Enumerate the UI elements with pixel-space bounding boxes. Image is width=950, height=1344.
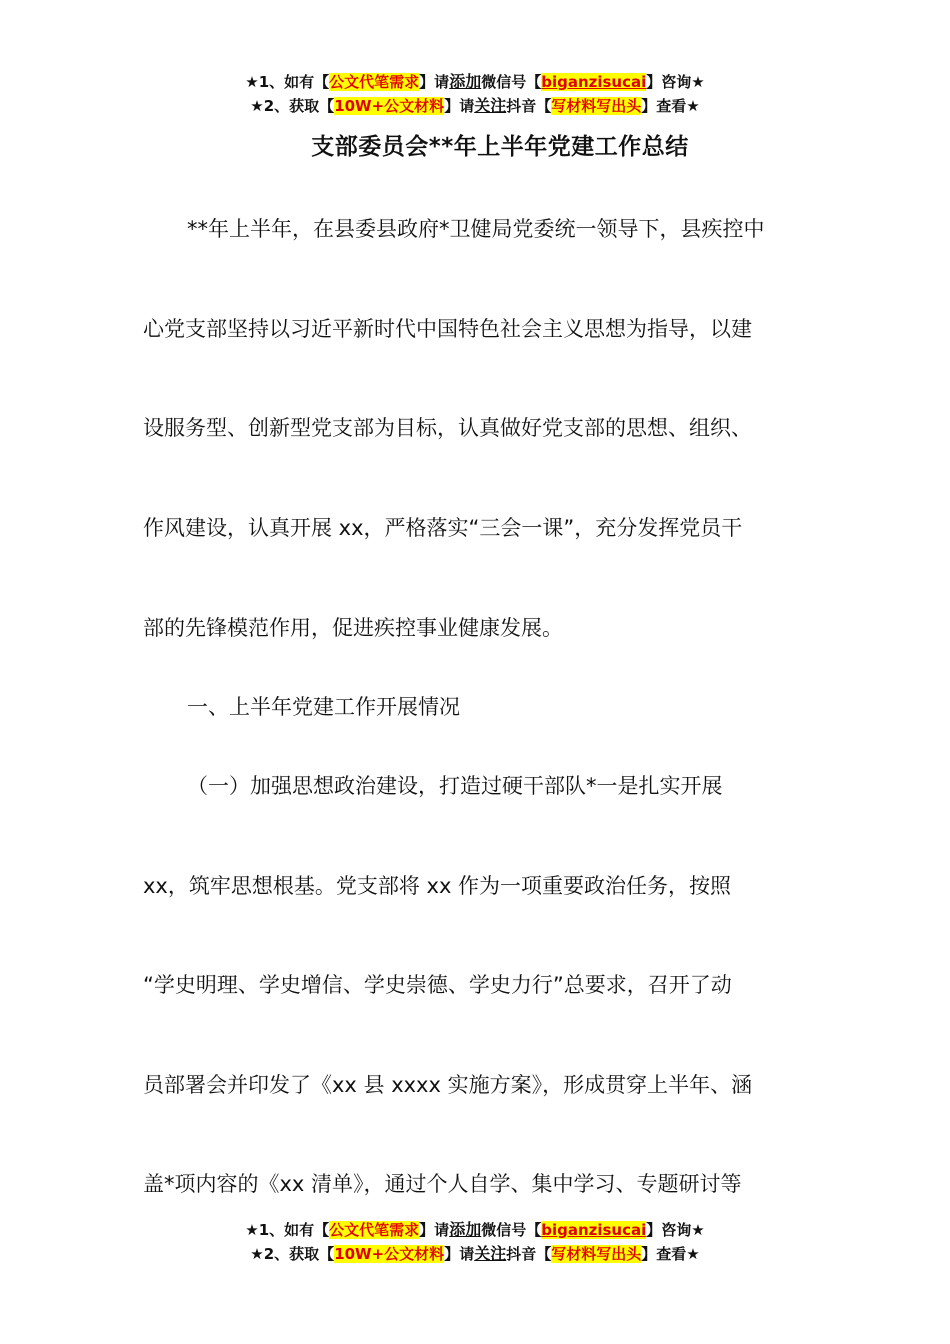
- banner-text: 抖音【: [506, 1245, 552, 1263]
- paragraph-line: xx，筑牢思想根基。党支部将 xx 作为一项重要政治任务，按照: [143, 874, 732, 898]
- banner-underlined-text: 关注: [474, 1244, 507, 1263]
- banner-highlight: 公文代笔需求: [329, 1221, 420, 1239]
- banner-text: 】咨询★: [646, 73, 705, 91]
- banner-text: 】查看★: [641, 97, 700, 115]
- banner-text: 】请: [419, 73, 450, 91]
- bottom-banner: [0, 1218, 950, 1266]
- banner-text: ★2、获取【: [250, 97, 335, 115]
- banner-highlight: 公文代笔需求: [329, 73, 420, 91]
- banner-highlight: 10W+公文材料: [334, 1245, 445, 1263]
- section-heading: 一、上半年党建工作开展情况: [187, 695, 460, 719]
- banner-text: 】查看★: [641, 1245, 700, 1263]
- paragraph-line: 盖*项内容的《xx 清单》，通过个人自学、集中学习、专题研讨等: [143, 1172, 742, 1196]
- banner-underlined-text: 添加: [449, 72, 482, 91]
- banner-underlined-text: 添加: [449, 1220, 482, 1239]
- banner-text: 微信号【: [481, 1221, 542, 1239]
- paragraph-line: 部的先锋模范作用，促进疾控事业健康发展。: [143, 616, 563, 640]
- wechat-id-highlight: biganzisucai: [541, 1221, 647, 1239]
- banner-highlight: 10W+公文材料: [334, 97, 445, 115]
- banner-line-1: [0, 70, 950, 94]
- paragraph-line: 心党支部坚持以习近平新时代中国特色社会主义思想为指导，以建: [143, 317, 752, 341]
- paragraph-line: “学史明理、学史增信、学史崇德、学史力行”总要求，召开了动: [143, 973, 732, 997]
- subsection-heading: （一）加强思想政治建设，打造过硬干部队*一是扎实开展: [187, 774, 723, 798]
- banner-text: 】请: [419, 1221, 450, 1239]
- top-banner: [0, 70, 950, 118]
- banner-line-1: [0, 1218, 950, 1242]
- paragraph-line: 设服务型、创新型党支部为目标，认真做好党支部的思想、组织、: [143, 416, 752, 440]
- banner-text: 】请: [444, 97, 475, 115]
- wechat-id-highlight: biganzisucai: [541, 73, 647, 91]
- paragraph-line: **年上半年，在县委县政府*卫健局党委统一领导下，县疾控中: [187, 217, 765, 241]
- douyin-id-highlight: 写材料写出头: [551, 97, 642, 115]
- banner-text: ★1、如有【: [245, 1221, 330, 1239]
- banner-text: ★2、获取【: [250, 1245, 335, 1263]
- banner-text: 】请: [444, 1245, 475, 1263]
- banner-text: 】咨询★: [646, 1221, 705, 1239]
- document-title: 支部委员会**年上半年党建工作总结: [311, 134, 689, 160]
- banner-text: 微信号【: [481, 73, 542, 91]
- banner-line-2: [0, 1242, 950, 1266]
- banner-underlined-text: 关注: [474, 96, 507, 115]
- douyin-id-highlight: 写材料写出头: [551, 1245, 642, 1263]
- banner-text: ★1、如有【: [245, 73, 330, 91]
- banner-text: 抖音【: [506, 97, 552, 115]
- banner-line-2: [0, 94, 950, 118]
- paragraph-line: 员部署会并印发了《xx 县 xxxx 实施方案》，形成贯穿上半年、涵: [143, 1073, 753, 1097]
- paragraph-line: 作风建设，认真开展 xx，严格落实“三会一课”，充分发挥党员干: [143, 516, 743, 540]
